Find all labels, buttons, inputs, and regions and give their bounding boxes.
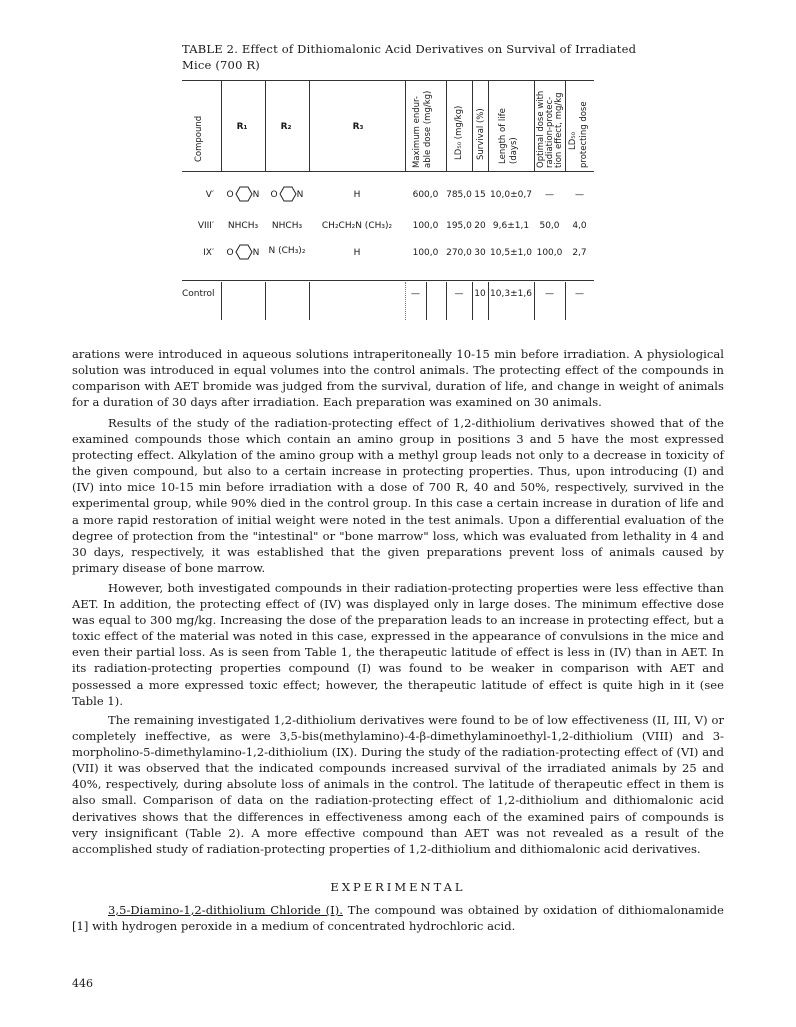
section-heading: EXPERIMENTAL [330,880,466,894]
ring-atom-o: O [226,190,234,200]
col-divider [221,282,222,320]
ring-atom-o: O [226,248,234,258]
col-divider [446,282,447,320]
paragraph-text: arations were introduced in aqueous solutions intraperitoneally 10-15 min before irradiation. A physiological solution was introduced in equal volumes into the control animals. The protecting effect of the compounds in comparison with AET bromide was judged from the survival, duration of life, and change in weight of animals for a duration of 30 days after irradiation. Each preparation was examined on 30 animals. [72,347,724,410]
compound-title: 3,5-Diamino-1,2-dithiolium Chloride (I). [108,903,344,917]
header-compound: Compound [194,115,204,162]
cell-length: 9,6±1,1 [492,221,530,231]
col-divider [309,80,310,171]
cell-r3: H [353,190,361,200]
table-header-rule [182,171,594,172]
paragraph-text: However, both investigated compounds in their radiation-protecting properties were less effective than AET. In addition, the protecting effect of (IV) was displayed only in large doses. The minimum effective dose was equal to 300 mg/kg. Increasing the dose of the preparation leads to an increase in protecting effect, but a toxic effect of the material was noted in this case, expressed in the appearance of convulsions in the mice and even their partial loss. As is seen from Table 1, the therapeutic latitude of effect is less in (IV) than in AET. In its radiation-protecting properties compound (I) was found to be weaker in comparison with AET and possessed a more expressed toxic effect; however, the therapeutic latitude of effect is quite high in it (see Table 1). [72,581,724,708]
ring-atom-o: O [270,190,278,200]
cell-ld50: 270,0 [446,248,472,258]
cell-optimal: — [545,190,554,200]
header-ld50: LD₅₀ (mg/kg) [454,105,464,160]
col-divider [446,80,447,171]
cell-survival: 10 [474,289,486,299]
cell-length: 10,0±0,7 [490,190,532,200]
cell-ratio: 2,7 [572,248,587,258]
header-max-dose: Maximum endur- [412,95,422,168]
cell-compound: IX′ [203,248,214,258]
col-divider [534,282,535,320]
header-r1: R₁ [236,122,248,132]
col-divider [565,80,566,171]
cell-r3: CH₂CH₂N (CH₃)₂ [321,221,393,231]
cell-max-dose: 600,0 [412,190,439,200]
header-survival: Survival (%) [476,108,486,160]
cell-ld50: — [454,289,464,299]
paragraph [72,346,724,410]
morpholine-ring-icon [276,184,290,196]
table-top-rule [182,80,594,81]
paragraph-text: The remaining investigated 1,2-dithiolium derivatives were found to be of low effectiveness (II, III, V) or completely ineffective, as were 3,5-bis(methylamino)-4-β-dimethylaminoethyl-1,2-dithiolium (VIII) and 3-morpholino-5-dimethylamino-1,2-dithiolium (IX). During the study of the radiation-protecting effect of (VI) and (VII) it was observed that the indicated compounds increased survival of the irradiated animals by 25 and 40%, respectively, during absolute loss of animals in the control. The latitude of therapeutic effect in them is also small. Comparison of data on the radiation-protecting effect of 1,2-dithiolium and dithiomalonic acid derivatives shows that the differences in effectiveness among each of the examined pairs of compounds is very insignificant (Table 2). A more effective compound than AET was not revealed as a result of the accomplished study of radiation-protecting properties of 1,2-dithiolium and dithiomalonic acid derivatives. [72,713,724,856]
header-ld50-prot: LD₅₀ [568,131,578,150]
col-divider [426,282,427,320]
paragraph-text: Results of the study of the radiation-protecting effect of 1,2-dithiolium derivatives showed that of the examined compounds those which contain an amino group in positions 3 and 5 have the most expressed protecting effect. Alkylation of the amino group with a methyl group leads not only to a decrease in toxicity of the given compound, but also to a certain increase in protecting properties. Thus, upon introducing (I) and (IV) into mice 10-15 min before irradiation with a dose of 700 R, 40 and 50%, respectively, survived in the experimental group, while 90% died in the control group. In this case a certain increase in duration of life and a more rapid restoration of initial weight were noted in the test animals. Upon a differential evaluation of the degree of protection from the "intestinal" or "bone marrow" loss, which was evaluated from lethality in 4 and 30 days, respectively, it was established that the given preparations prevent loss of animals caused by primary disease of bone marrow. [72,416,724,575]
cell-ratio: 4,0 [572,221,587,231]
header-optimal-2: radiation-protec- [545,96,555,168]
header-optimal-3: tion effect, mg/kg [554,92,564,168]
col-divider [265,282,266,320]
cell-max-dose: 100,0 [412,248,439,258]
cell-length: 10,3±1,6 [490,289,532,299]
cell-optimal: 100,0 [536,248,563,258]
cell-ratio: — [575,289,584,299]
table-caption: TABLE 2. Effect of Dithiomalonic Acid Derivatives on Survival of Irradiated Mice (700 R) [182,42,637,72]
ring-atom-n: N [252,190,260,200]
cell-compound: VIII′ [197,221,214,231]
morpholine-ring-icon [232,242,246,254]
col-divider [488,282,489,320]
cell-r2: NHCH₃ [271,221,303,231]
cell-optimal: 50,0 [539,221,560,231]
cell-max-dose: — [411,289,420,299]
cell-ratio: — [575,190,584,200]
cell-length: 10,5±1,0 [490,248,532,258]
cell-optimal: — [545,289,554,299]
paragraph [72,712,724,857]
cell-compound: Control [182,289,215,299]
paragraph [72,415,724,576]
col-divider [309,282,310,320]
cell-max-dose: 100,0 [412,221,439,231]
cell-r1: NHCH₃ [227,221,259,231]
col-divider [405,282,406,320]
cell-survival: 15 [474,190,486,200]
table-control-rule [182,280,594,281]
ring-atom-n: N [252,248,260,258]
col-divider [565,282,566,320]
cell-r3: H [353,248,361,258]
col-divider [405,80,406,171]
ring-atom-n: N [296,190,304,200]
cell-ld50: 785,0 [446,190,472,200]
cell-ld50: 195,0 [446,221,472,231]
header-r3: R₃ [352,122,364,132]
col-divider [534,80,535,171]
col-divider [265,80,266,171]
header-ld50-prot-2: protecting dose [579,101,589,168]
paragraph-text: The compound was obtained by oxidation of dithiomalonamide [1] with hydrogen peroxide in a medium of concentrated hydrochloric acid. [72,903,725,934]
paragraph [72,902,724,934]
cell-survival: 30 [474,248,486,258]
paragraph [72,580,724,709]
header-r2: R₂ [280,122,292,132]
data-table [182,80,594,320]
morpholine-ring-icon [232,184,246,196]
header-length-2: (days) [509,137,519,164]
col-divider [472,282,473,320]
cell-r2: N (CH₃)₂ [268,246,306,256]
cell-compound: V′ [205,190,214,200]
page-number: 446 [72,977,93,990]
header-optimal: Optimal dose with [536,90,546,168]
header-length: Length of life [498,108,508,164]
header-max-dose-2: able dose (mg/kg) [423,90,433,168]
col-divider [221,80,222,171]
cell-survival: 20 [474,221,486,231]
col-divider [472,80,473,171]
col-divider [488,80,489,171]
